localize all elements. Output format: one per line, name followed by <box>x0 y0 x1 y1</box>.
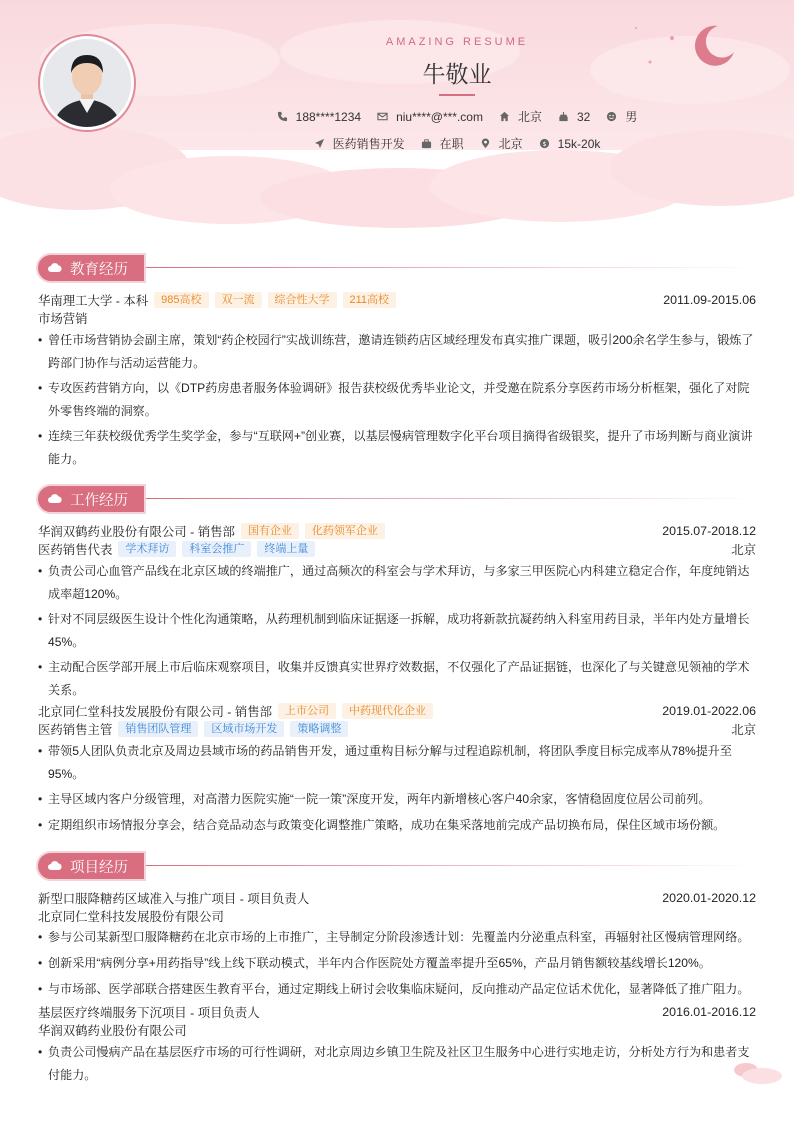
position-tag: 终端上量 <box>257 541 315 557</box>
phone-text: 188****1234 <box>295 109 362 124</box>
cloud-decoration <box>728 1058 784 1088</box>
company-tag: 中药现代化企业 <box>342 703 433 719</box>
list-item: • 主动配合医学部开展上市后临床观察项目，收集并反馈真实世界疗效数据，不仅强化了产品证据链，也深化了与关键意见领袖的学术关系。 <box>38 656 756 701</box>
job-bullets <box>38 740 756 836</box>
age-item <box>558 110 590 124</box>
education-section-header <box>36 253 758 287</box>
list-item: • 与市场部、医学部联合搭建医生教育平台，通过定期线上研讨会收集临床疑问，反向推动产品定位话术优化，显著降低了推广阻力。 <box>38 978 756 1000</box>
company-name: 华润双鹤药业股份有限公司 - 销售部 <box>38 525 235 539</box>
list-item: • 主导区域内客户分级管理，对高潜力医院实施“一院一策”深度开发，两年内新增核心客户40余家，客情稳固度位居公司前列。 <box>38 788 756 811</box>
location-icon <box>480 138 491 149</box>
job-location: 北京 <box>731 723 756 737</box>
school-tag: 综合性大学 <box>268 292 337 308</box>
position-tag: 销售团队管理 <box>118 721 198 737</box>
cloud-icon <box>48 263 62 273</box>
face-icon <box>606 111 617 122</box>
job-period: 2019.01-2022.06 <box>662 704 756 718</box>
projects-title: 项目经历 <box>70 859 128 876</box>
city-text: 北京 <box>517 110 542 124</box>
candidate-name: 牛敬业 <box>422 62 492 88</box>
major: 市场营销 <box>38 312 88 326</box>
list-item: • 连续三年获校级优秀学生奖学金，参与“互联网+”创业赛，以基层慢病管理数字化平台项目摘得省级银奖，提升了市场判断与商业演讲能力。 <box>38 425 756 470</box>
intention-row <box>0 135 794 152</box>
email-item <box>377 110 483 124</box>
target-role-item <box>314 135 405 152</box>
coin-icon <box>539 138 550 149</box>
home-icon <box>499 111 510 122</box>
project-row <box>38 889 756 907</box>
major-row <box>38 309 756 327</box>
list-item: • 负责公司慢病产品在基层医疗市场的可行性调研，对北京周边乡镇卫生院及社区卫生服务中心进行实地走访，分析处方行为和患者支付能力。 <box>38 1041 756 1086</box>
send-icon <box>314 138 325 149</box>
education-pill <box>36 253 146 283</box>
work-job-2 <box>38 702 756 839</box>
company-row <box>38 522 756 540</box>
project-period: 2020.01-2020.12 <box>662 891 756 905</box>
projects-section-header <box>36 851 758 885</box>
position-tag: 科室会推广 <box>182 541 251 557</box>
gender-item <box>606 108 637 125</box>
work-title: 工作经历 <box>70 492 128 509</box>
target-city-text: 北京 <box>498 137 523 151</box>
project-org: 北京同仁堂科技发展股份有限公司 <box>38 910 224 924</box>
project-org-row <box>38 907 756 925</box>
target-city-item <box>480 135 523 152</box>
city-item <box>499 108 542 125</box>
project-org: 华润双鹤药业股份有限公司 <box>38 1024 187 1038</box>
project-org-row <box>38 1021 756 1039</box>
list-item: • 带领5人团队负责北京及周边县域市场的药品销售开发，通过重构目标分解与过程追踪机制，将团队季度目标完成率从78%提升至95%。 <box>38 740 756 785</box>
position-row <box>38 540 756 558</box>
education-block <box>38 291 756 473</box>
phone-icon <box>277 111 288 122</box>
phone-item <box>277 110 361 124</box>
list-item: • 专攻医药营销方向，以《DTP药房患者服务体验调研》报告获校级优秀毕业论文，并受邀在院系分享医药市场分析框架，强化了对院外零售终端的洞察。 <box>38 377 756 422</box>
section-divider <box>146 498 758 499</box>
school-tag: 211高校 <box>343 292 397 308</box>
section-divider <box>146 865 758 866</box>
cloud-icon <box>48 494 62 504</box>
project-bullets <box>38 926 756 1000</box>
position-tag: 区域市场开发 <box>204 721 284 737</box>
name-underline <box>439 94 475 96</box>
status-item <box>421 135 464 152</box>
salary-item <box>539 137 601 151</box>
briefcase-icon <box>421 138 432 149</box>
position-tag: 策略调整 <box>290 721 348 737</box>
header-banner <box>0 0 794 232</box>
project-name: 基层医疗终端服务下沉项目 - 项目负责人 <box>38 1006 260 1020</box>
project-bullets <box>38 1041 756 1086</box>
school-name: 华南理工大学 - 本科 <box>38 294 149 308</box>
projects-pill <box>36 851 146 881</box>
resume-subtitle: AMAZING RESUME <box>385 36 529 48</box>
gender-text: 男 <box>625 110 638 124</box>
company-tag: 上市公司 <box>278 703 336 719</box>
cloud-icon <box>48 861 62 871</box>
cake-icon <box>558 111 569 122</box>
list-item: • 参与公司某新型口服降糖药在北京市场的上市推广，主导制定分阶段渗透计划：先覆盖内分泌重点科室，再辐射社区慢病管理网络。 <box>38 926 756 948</box>
work-job-1 <box>38 522 756 704</box>
work-pill <box>36 484 146 514</box>
work-section-header <box>36 484 758 518</box>
job-location: 北京 <box>731 543 756 557</box>
school-tag: 985高校 <box>154 292 208 308</box>
salary-text: 15k-20k <box>557 136 601 151</box>
list-item: • 定期组织市场情报分享会，结合竞品动态与政策变化调整推广策略，成功在集采落地前完成产品切换布局，保住区域市场份额。 <box>38 814 756 837</box>
company-tag: 国有企业 <box>241 523 299 539</box>
project-period: 2016.01-2016.12 <box>662 1005 756 1019</box>
project-1 <box>38 889 756 1004</box>
section-divider <box>146 267 758 268</box>
contact-row <box>0 108 794 125</box>
job-bullets <box>38 560 756 701</box>
age-text: 32 <box>576 109 591 124</box>
position-title: 医药销售代表 <box>38 543 113 557</box>
education-bullets <box>38 329 756 470</box>
position-tag: 学术拜访 <box>118 541 176 557</box>
list-item: • 负责公司心血管产品线在北京区域的终端推广，通过高频次的科室会与学术拜访，与多家三甲医院心内科建立稳定合作，年度纯销达成率超120%。 <box>38 560 756 605</box>
position-row <box>38 720 756 738</box>
list-item: • 曾任市场营销协会副主席，策划“药企校园行”实战训练营，邀请连锁药店区域经理发布真实推广课题，吸引200余名学生参与，锻炼了跨部门协作与活动运营能力。 <box>38 329 756 374</box>
job-period: 2015.07-2018.12 <box>662 524 756 538</box>
list-item: • 创新采用“病例分享+用药指导”线上线下联动模式，半年内合作医院处方覆盖率提升至65%，产品月销售额较基线增长120%。 <box>38 952 756 974</box>
school-tag: 双一流 <box>215 292 262 308</box>
education-period: 2011.09-2015.06 <box>663 293 756 307</box>
project-name: 新型口服降糖药区域准入与推广项目 - 项目负责人 <box>38 892 310 906</box>
education-title: 教育经历 <box>70 261 128 278</box>
company-name: 北京同仁堂科技发展股份有限公司 - 销售部 <box>38 705 273 719</box>
list-item: • 针对不同层级医生设计个性化沟通策略，从药理机制到临床证据逐一拆解，成功将新款抗凝药纳入科室用药目录，半年内处方量增长45%。 <box>38 608 756 653</box>
project-2 <box>38 1003 756 1089</box>
status-text: 在职 <box>439 137 464 151</box>
project-row <box>38 1003 756 1021</box>
target-role-text: 医药销售开发 <box>332 137 405 151</box>
company-tag: 化药领军企业 <box>305 523 385 539</box>
email-text: niu****@***.com <box>396 109 483 124</box>
svg-text:$: $ <box>542 139 547 148</box>
company-row <box>38 702 756 720</box>
position-title: 医药销售主管 <box>38 723 113 737</box>
mail-icon <box>377 111 388 122</box>
education-row <box>38 291 756 309</box>
